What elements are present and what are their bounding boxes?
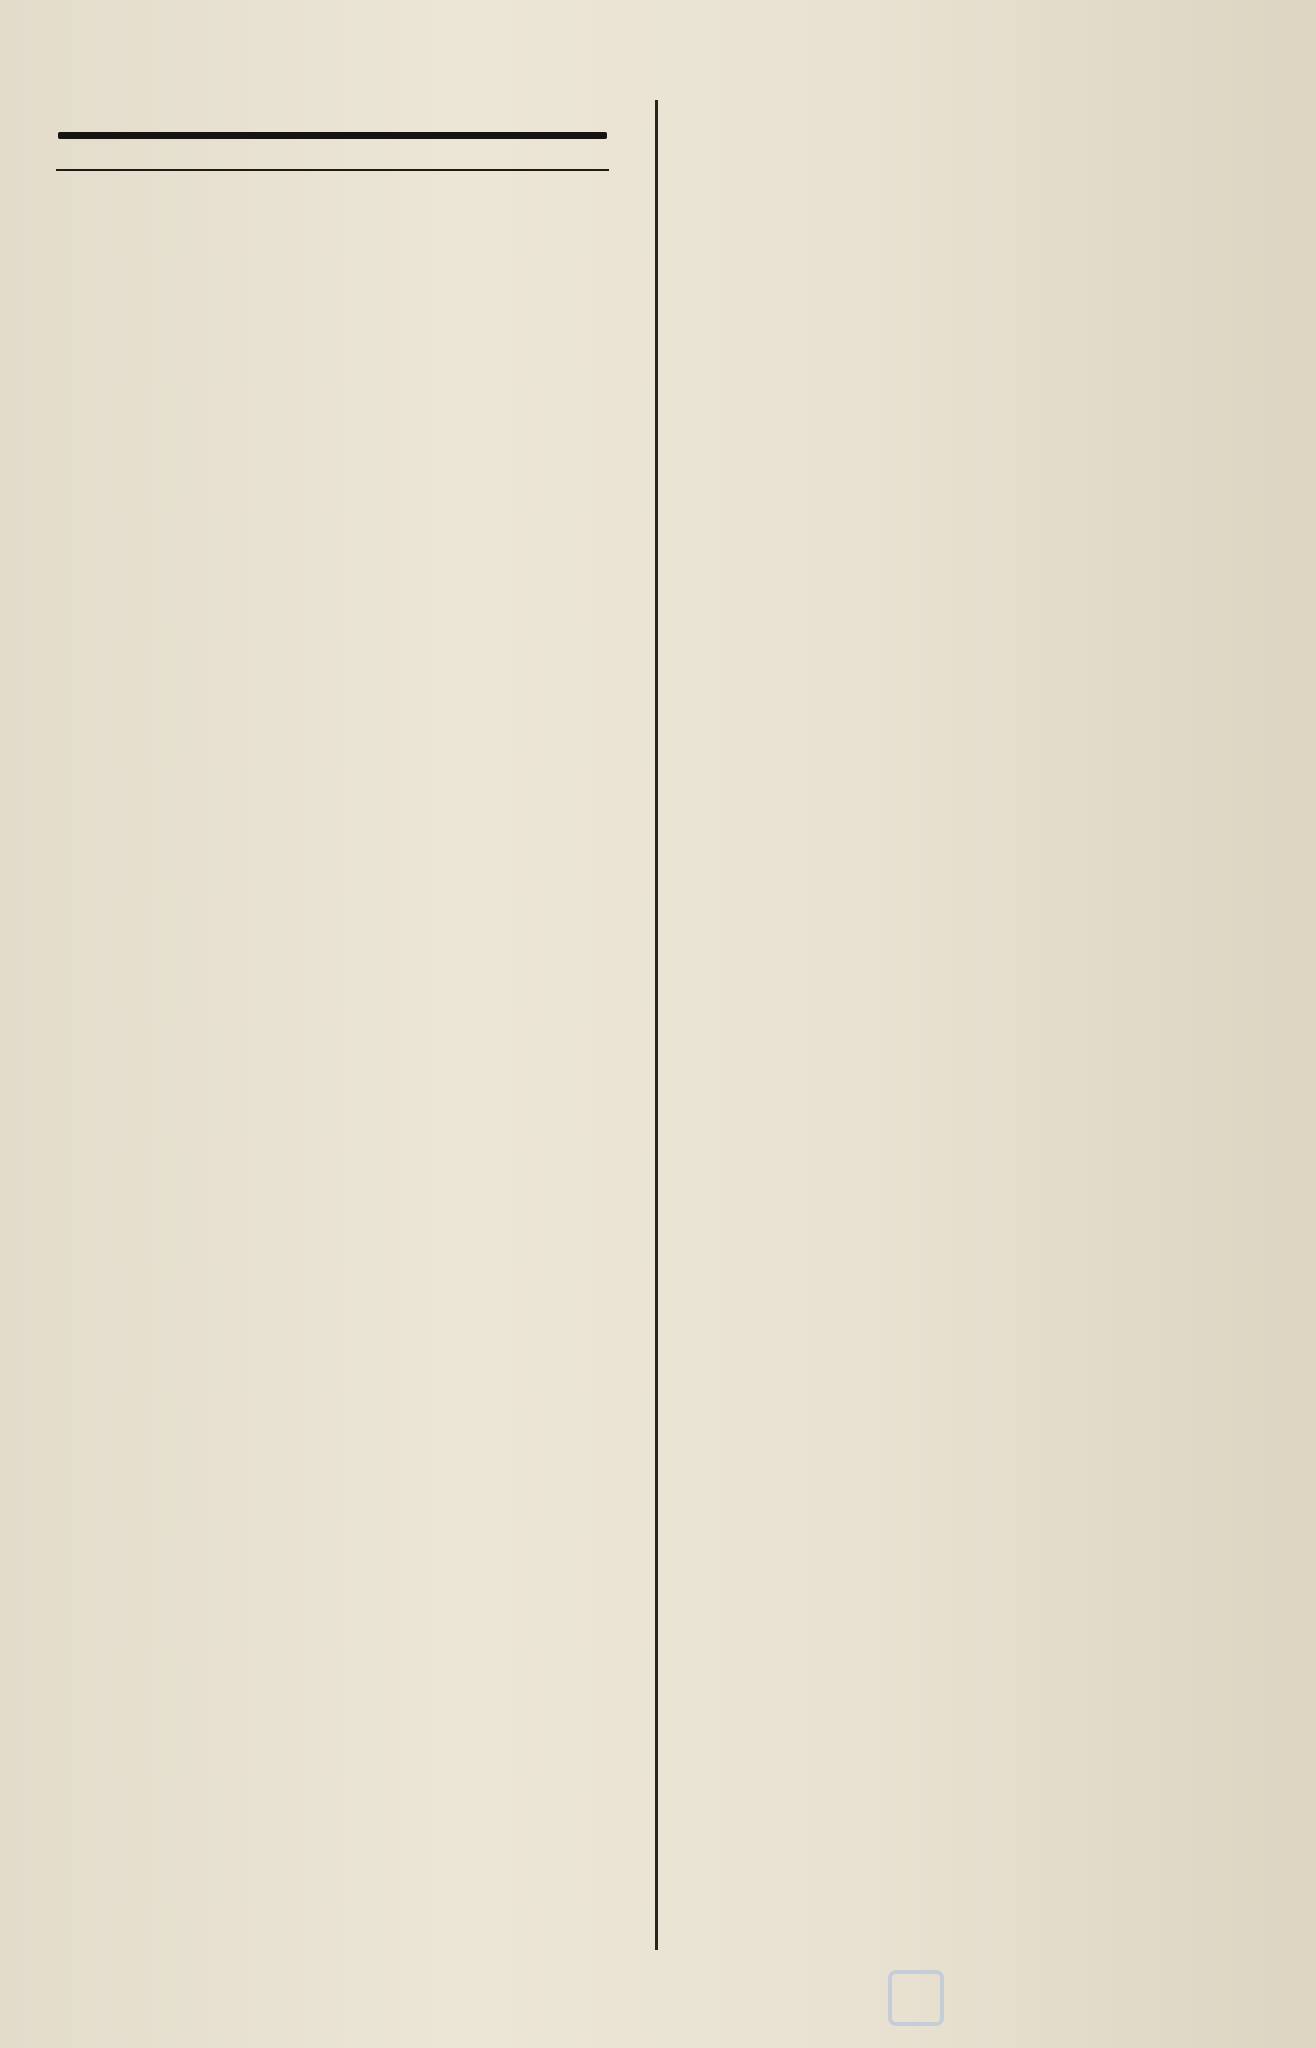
library-icon bbox=[888, 1970, 944, 2026]
left-column bbox=[56, 88, 609, 251]
thin-divider bbox=[56, 169, 609, 171]
column-divider bbox=[655, 100, 658, 1950]
right-column bbox=[708, 98, 1273, 114]
section-heading bbox=[56, 147, 609, 166]
thick-divider bbox=[58, 132, 607, 139]
archive-watermark bbox=[888, 1968, 1248, 2028]
continuation-label bbox=[56, 203, 609, 229]
